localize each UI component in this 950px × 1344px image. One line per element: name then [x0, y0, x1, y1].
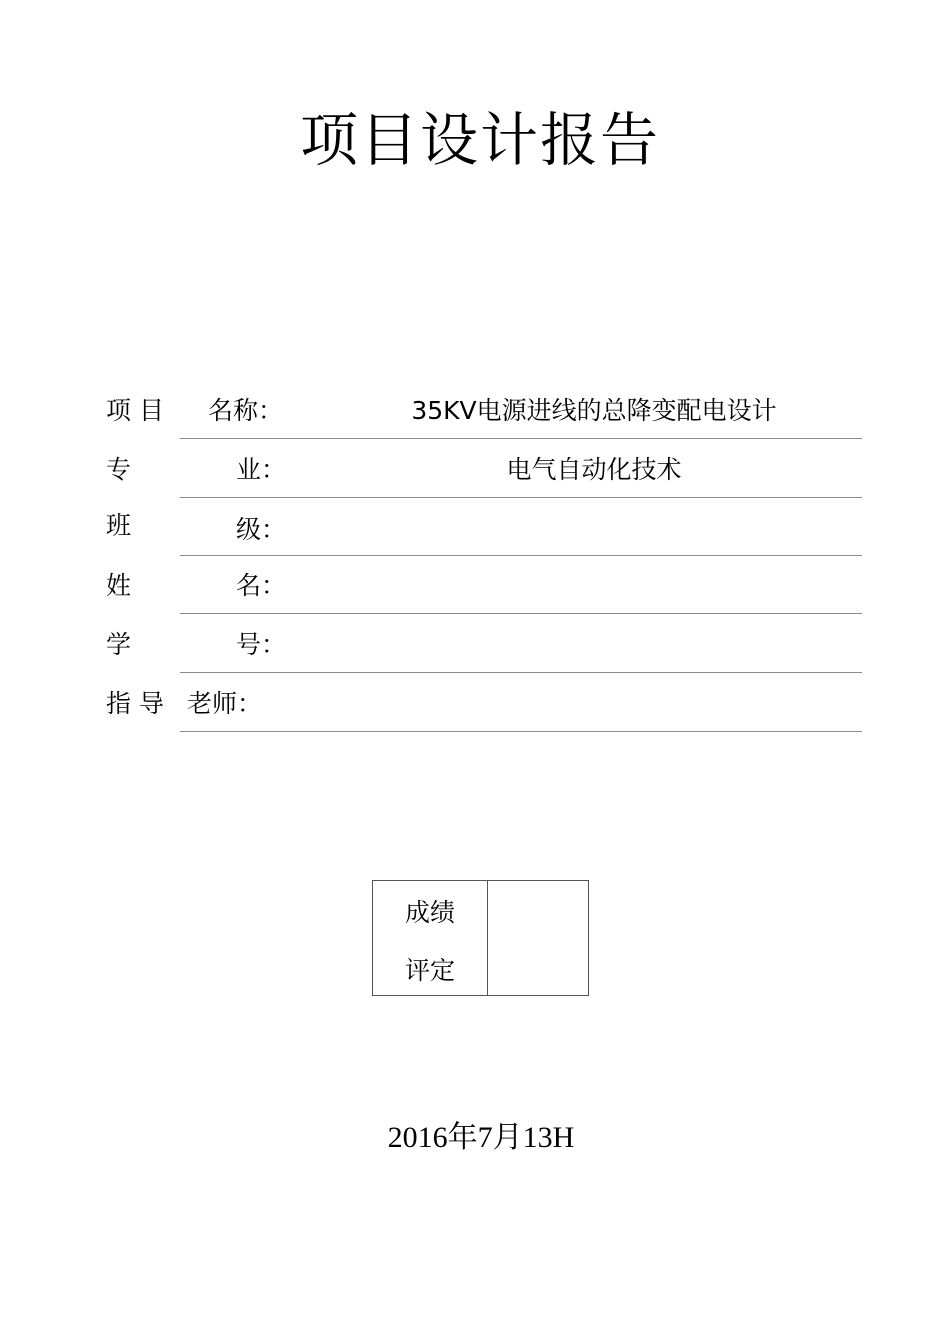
field-underline — [180, 555, 862, 556]
field-underline — [180, 731, 862, 732]
field-underline — [180, 672, 862, 673]
major-value: 电气自动化技术 — [506, 455, 682, 484]
project-name-value: 35KV电源进线的总降变配电设计 — [411, 396, 777, 425]
field-label-prefix: 姓 — [106, 571, 132, 600]
field-label-suffix: 名： — [236, 571, 287, 600]
field-label-suffix: 级： — [236, 515, 287, 544]
field-label-suffix: 业： — [236, 455, 287, 484]
report-date: 2016年7月13H — [387, 1121, 575, 1154]
document-title: 项目设计报告 — [299, 106, 660, 174]
field-label-prefix: 指 导 — [106, 689, 164, 718]
field-label-suffix: 老师： — [187, 689, 263, 718]
grade-evaluation-box — [372, 880, 589, 996]
field-row-name — [0, 571, 950, 630]
field-underline — [180, 613, 862, 614]
grade-divider — [487, 881, 488, 995]
grade-label-line1: 成绩 — [404, 898, 455, 927]
field-label-suffix: 名称： — [208, 396, 284, 425]
field-row-student-id — [0, 630, 950, 689]
field-label-suffix: 号： — [236, 630, 287, 659]
field-label-prefix: 项 目 — [106, 396, 164, 425]
field-underline — [180, 438, 862, 439]
field-underline — [180, 497, 862, 498]
field-label-prefix: 班 — [106, 511, 132, 540]
field-row-project-name — [0, 396, 950, 455]
field-label-prefix: 专 — [106, 455, 132, 484]
field-row-major — [0, 455, 950, 514]
grade-label-line2: 评定 — [404, 956, 455, 985]
field-label-prefix: 学 — [106, 630, 132, 659]
field-row-advisor — [0, 689, 950, 748]
field-row-class — [0, 511, 950, 570]
